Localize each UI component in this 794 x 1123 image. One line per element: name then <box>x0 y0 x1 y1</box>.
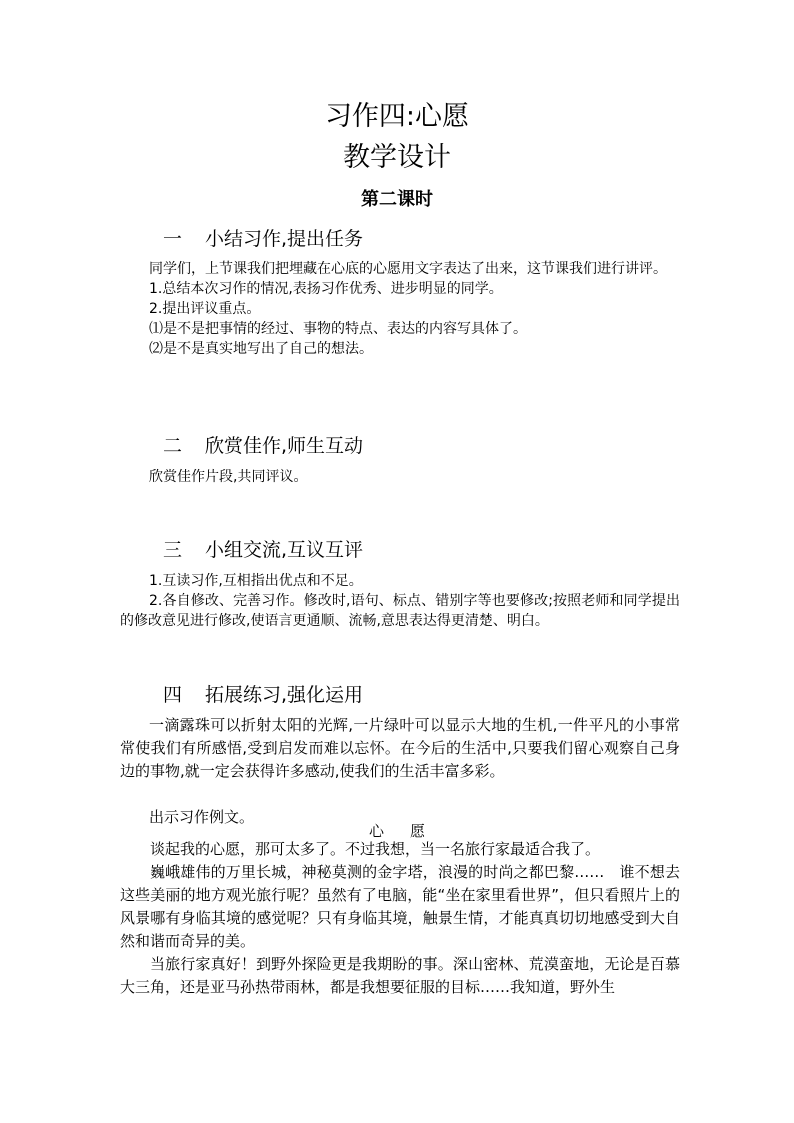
section-heading-text: 拓展练习,强化运用 <box>205 684 364 706</box>
paragraph: 出示习作例文。 <box>149 808 255 826</box>
paragraph: 1.互读习作,互相指出优点和不足。 <box>149 573 363 589</box>
document-subtitle: 教学设计 <box>343 142 451 173</box>
section-number: 四 <box>163 684 183 706</box>
essay-paragraph: 谈起我的心愿，那可太多了。不过我想，当一名旅行家最适合我了。 <box>150 840 601 858</box>
section-heading-text: 小组交流,互议互评 <box>205 539 364 561</box>
section-body-3 <box>120 571 680 631</box>
section-heading-text: 小结习作,提出任务 <box>205 228 364 250</box>
essay-paragraph: 巍峨雄伟的万里长城，神秘莫测的金字塔，浪漫的时尚之都巴黎…… 谁不想去这些美丽的地方观光旅行呢？虽然有了电脑，能“坐在家里看世界”，但只看照片上的风景哪有身临其境的感觉呢？只有身临其境，触景生情，才能真真切切地感受到大自然和谐而奇异的美。 <box>120 863 680 950</box>
section-body-2 <box>120 467 680 487</box>
paragraph: 2.提出评议重点。 <box>149 301 261 317</box>
paragraph: 欣赏佳作片段,共同评议。 <box>149 469 308 485</box>
paragraph: 2.各自修改、完善习作。修改时,语句、标点、错别字等也要修改;按照老师和同学提出的修改意见进行修改,使语言更通顺、流畅,意思表达得更清楚、明白。 <box>120 593 680 629</box>
essay-paragraph: 当旅行家真好！到野外探险更是我期盼的事。深山密林、荒漠蛮地，无论是百慕大三角，还是亚马孙热带雨林，都是我想要征服的目标……我知道，野外生 <box>120 955 680 996</box>
section-number: 一 <box>163 228 183 250</box>
section-number: 三 <box>163 539 183 561</box>
section-number: 二 <box>163 435 183 457</box>
section-heading-3 <box>163 537 363 563</box>
section-heading-1 <box>163 226 363 252</box>
paragraph: 一滴露珠可以折射太阳的光辉,一片绿叶可以显示大地的生机,一件平凡的小事常常使我们有所感悟,受到启发而难以忘怀。在今后的生活中,只要我们留心观察自己身边的事物,就一定会获得许多感动,使我们的生活丰富多彩。 <box>120 716 680 780</box>
section-heading-text: 欣赏佳作,师生互动 <box>205 435 364 457</box>
document-title: 习作四:心愿 <box>324 101 470 132</box>
section-body-1 <box>120 259 680 359</box>
section-heading-2 <box>163 433 363 459</box>
essay-title: 心愿 <box>368 822 451 840</box>
lesson-label: 第二课时 <box>361 189 433 210</box>
section-heading-4 <box>163 682 363 708</box>
section-body-4 <box>120 714 680 829</box>
paragraph: 1.总结本次习作的情况,表扬习作优秀、进步明显的同学。 <box>149 281 503 297</box>
paragraph: ⑵是不是真实地写出了自己的想法。 <box>149 341 373 357</box>
paragraph: ⑴是不是把事情的经过、事物的特点、表达的内容写具体了。 <box>149 321 527 337</box>
essay-body <box>120 838 680 999</box>
paragraph: 同学们，上节课我们把埋藏在心底的心愿用文字表达了出来，这节课我们进行讲评。 <box>149 261 667 277</box>
